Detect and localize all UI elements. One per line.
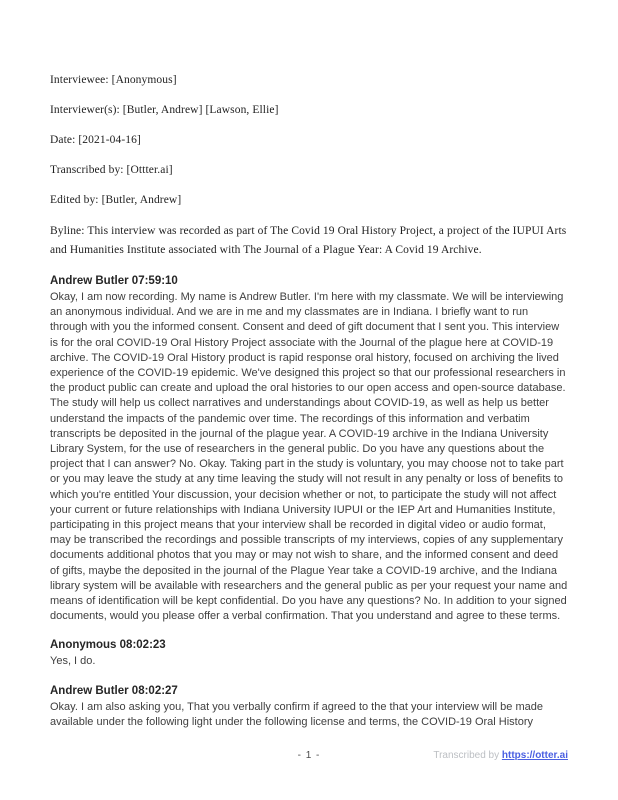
meta-transcribed-by: Transcribed by: [Ottter.ai] — [50, 164, 173, 176]
transcript-segment — [50, 683, 568, 730]
byline: Byline: This interview was recorded as part of The Covid 19 Oral History Project, a project of the IUPUI Arts and Humanities Institute associated with The Journal of a Plague Year: A Covid 19 Archive. — [50, 225, 567, 256]
transcription-credit — [433, 748, 568, 764]
transcribed-by-label: Transcribed by — [433, 750, 502, 761]
transcript-segment — [50, 637, 568, 669]
speaker-name: Andrew Butler — [50, 684, 129, 697]
otter-link[interactable]: https://otter.ai — [501, 750, 568, 761]
speech-text: Yes, I do. — [50, 655, 96, 668]
speaker-timestamp: 08:02:27 — [131, 684, 178, 697]
meta-interviewee: Interviewee: [Anonymous] — [50, 74, 177, 86]
speaker-heading — [50, 683, 568, 700]
page-footer — [0, 748, 618, 766]
speaker-timestamp: 07:59:10 — [131, 275, 178, 287]
transcript-segment — [50, 273, 568, 624]
speaker-timestamp: 08:02:23 — [119, 639, 166, 652]
speaker-name: Anonymous — [50, 639, 117, 652]
speech-text: Okay, I am now recording. My name is Andrew Butler. I'm here with my classmate. We will be interviewing an anonymous individual. And we are in me and my classmates are in Indiana. I briefly want to run through with you the informed consent. Consent and deed of gift document that I sent you. This interview is for the oral COVID-19 Oral History Project associate with the Journal of the plague here at COVID-19 archive. The COVID-19 Oral History product is rapid response oral history, focused on archiving the lived experience of the COVID-19 epidemic. We've designed this project so that our professional researchers in the product public can create and upload the oral histories to our open access and open-source database. The study will help us collect narratives and understandings about COVID-19, as well as help us better understand the impacts of the pandemic over time. The recordings of this information and verbatim transcripts be deposited in the journal of the plague year. A COVID-19 archive in the Indiana University Library System, for the use of researchers in the general public. Do you have any questions about the project that I can answer? No. Okay. Taking part in the study is voluntary, you may choose not to take part or you may leave the study at any time leaving the study will not result in any penalty or loss of benefits to which you're entitled Your discussion, your decision whether or not, to participate the study will not affect your current or future relationships with Indiana University IUPUI or the IEP Art and Humanities Institute, participating in this project means that your interview shall be recorded in digital video or audio format, may be transcribed the recordings and possible transcripts of my interviews, copies of any supplementary documents additional photos that you may or may not wish to share, and the informed consent and deed of gifts, maybe the deposited in the journal of the Plague Year take a COVID-19 archive, and the Indiana library system will be available with researchers and the general public as per your request your name and means of identification will be kept confidential. Do you have any questions? No. In addition to your signed documents, would you please offer a verbal confirmation. That you understand and agree to these terms. — [50, 291, 568, 623]
page-number: - 1 - — [297, 750, 321, 761]
meta-date: Date: [2021-04-16] — [50, 134, 141, 146]
meta-interviewers: Interviewer(s): [Butler, Andrew] [Lawson, Ellie] — [50, 104, 279, 116]
speech-text: Okay. I am also asking you, That you verbally confirm if agreed to the that your interview will be made available under the following light under the following license and terms, the COVID-19 Oral History — [50, 700, 543, 728]
speaker-heading — [50, 273, 568, 290]
meta-edited-by: Edited by: [Butler, Andrew] — [50, 194, 182, 206]
speaker-name: Andrew Butler — [50, 275, 129, 287]
speaker-heading — [50, 637, 568, 654]
